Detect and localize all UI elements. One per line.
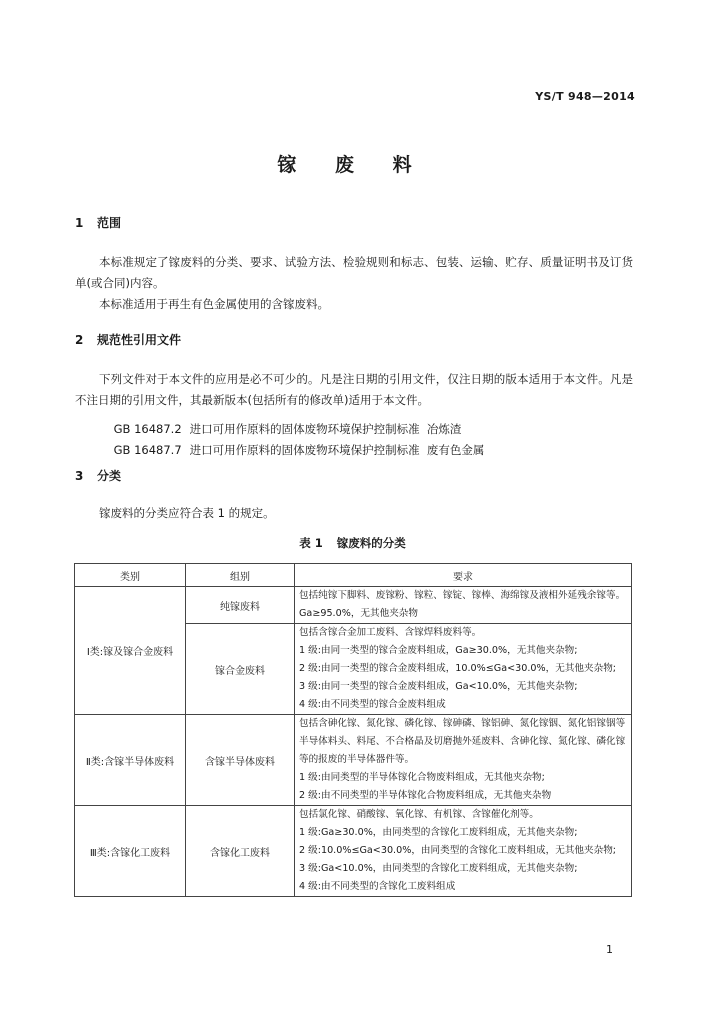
category-cell: Ⅱ类:含镓半导体废料 — [75, 715, 186, 806]
classification-table — [74, 563, 632, 897]
requirement-line: 1 级:Ga≥30.0%，由同类型的含镓化工废料组成，无其他夹杂物; — [299, 827, 578, 838]
section-2-paragraph-1: 下列文件对于本文件的应用是必不可少的。凡是注日期的引用文件，仅注日期的版本适用于本文件。凡是不注日期的引用文件，其最新版本(包括所有的修改单)适用于本文件。 — [75, 372, 633, 407]
table-caption — [0, 535, 705, 551]
requirement-line: 2 级:由同一类型的镓合金废料组成，10.0%≤Ga<30.0%，无其他夹杂物; — [299, 663, 617, 674]
standard-code: YS/T 948—2014 — [535, 90, 635, 103]
requirement-line: 4 级:由不同类型的镓合金废料组成 — [299, 699, 446, 710]
table-row — [75, 806, 632, 897]
reference-item — [99, 428, 484, 472]
requirement-line: 包括氯化镓、硝酸镓、氧化镓、有机镓、含镓催化剂等。 — [299, 809, 539, 820]
section-1-paragraph-1: 本标准规定了镓废料的分类、要求、试验方法、检验规则和标志、包装、运输、贮存、质量证明书及订货单(或合同)内容。 — [75, 255, 633, 290]
requirement-line: 1 级:由同类型的半导体镓化合物废料组成，无其他夹杂物; — [299, 772, 545, 783]
category-cell: Ⅲ类:含镓化工废料 — [75, 806, 186, 897]
section-number: 3 — [75, 469, 84, 483]
section-title: 规范性引用文件 — [97, 333, 182, 347]
section-1-paragraph-2: 本标准适用于再生有色金属使用的含镓废料。 — [99, 297, 329, 311]
requirement-line: 2 级:由不同类型的半导体镓化合物废料组成，无其他夹杂物 — [299, 790, 552, 801]
table-row — [75, 715, 632, 806]
section-3-paragraph-1: 镓废料的分类应符合表 1 的规定。 — [99, 506, 275, 520]
requirement-line: 4 级:由不同类型的含镓化工废料组成 — [299, 881, 456, 892]
table-caption-label: 表 1 — [299, 536, 323, 550]
group-cell: 含镓半导体废料 — [186, 715, 295, 806]
section-number: 2 — [75, 333, 84, 347]
requirement-line: 2 级:10.0%≤Ga<30.0%，由同类型的含镓化工废料组成，无其他夹杂物; — [299, 845, 617, 856]
section-title: 分类 — [97, 469, 122, 483]
category-cell: Ⅰ类:镓及镓合金废料 — [75, 587, 186, 715]
requirement-line: 包括含镓合金加工废料、含镓焊料废料等。 — [299, 627, 482, 638]
reference-text: 进口可用作原料的固体废物环境保护控制标准 废有色金属 — [189, 443, 485, 457]
group-cell: 纯镓废料 — [186, 587, 295, 624]
section-number: 1 — [75, 216, 84, 230]
requirements-cell — [295, 806, 632, 897]
requirement-line: 3 级:由同一类型的镓合金废料组成，Ga<10.0%，无其他夹杂物; — [299, 681, 578, 692]
requirement-line: 包括含砷化镓、氮化镓、磷化镓、镓砷磷、镓铝砷、氮化镓铟、氮化铝镓铟等半导体料头、料尾、不合格晶及切磨抛外延废料、含砷化镓、氮化镓、磷化镓等的报废的半导体器件等。 — [299, 718, 626, 765]
header-requirements: 要求 — [295, 564, 632, 587]
page-number: 1 — [606, 943, 613, 956]
section-1-heading — [75, 214, 121, 231]
reference-text: 进口可用作原料的固体废物环境保护控制标准 冶炼渣 — [189, 422, 462, 436]
requirements-cell — [295, 624, 632, 715]
header-category: 类别 — [75, 564, 186, 587]
section-title: 范围 — [97, 216, 122, 230]
reference-code: GB 16487.7 — [113, 443, 182, 457]
section-3-heading — [75, 467, 121, 484]
table-header-row — [75, 564, 632, 587]
section-2-heading — [75, 331, 181, 348]
reference-code: GB 16487.2 — [113, 422, 182, 436]
group-cell: 含镓化工废料 — [186, 806, 295, 897]
requirements-cell — [295, 715, 632, 806]
requirement-line: 包括纯镓下脚料、废镓粉、镓粒、镓锭、镓棒、海绵镓及液相外延残余镓等。 — [299, 590, 626, 601]
document-title: 镓 废 料 — [277, 154, 428, 176]
table-caption-title: 镓废料的分类 — [336, 536, 406, 550]
requirement-line: 1 级:由同一类型的镓合金废料组成，Ga≥30.0%，无其他夹杂物; — [299, 645, 578, 656]
header-group: 组别 — [186, 564, 295, 587]
group-cell: 镓合金废料 — [186, 624, 295, 715]
requirement-line: 3 级:Ga<10.0%，由同类型的含镓化工废料组成，无其他夹杂物; — [299, 863, 578, 874]
requirements-cell — [295, 587, 632, 624]
requirement-line: Ga≥95.0%，无其他夹杂物 — [299, 608, 418, 619]
table-row — [75, 587, 632, 624]
